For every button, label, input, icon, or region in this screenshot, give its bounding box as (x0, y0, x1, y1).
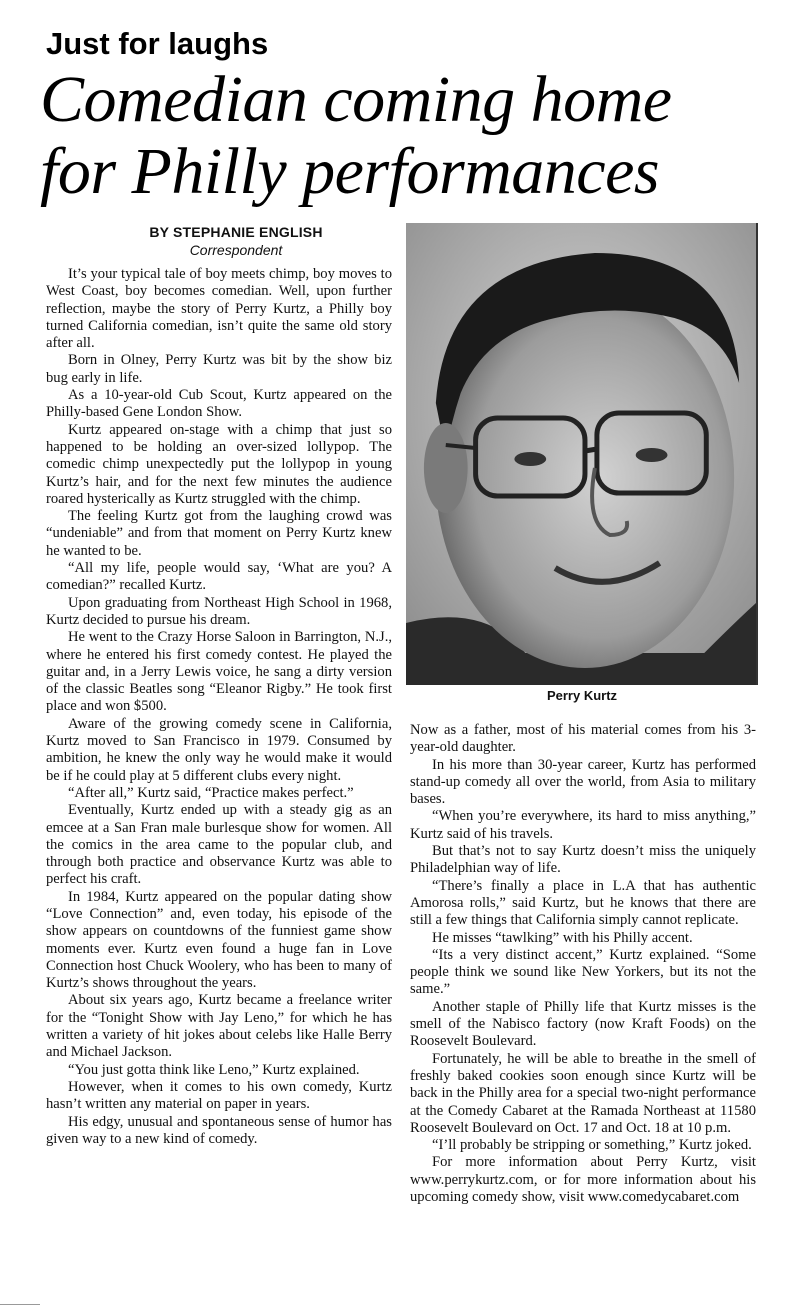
article-column-left (46, 266, 392, 1148)
paragraph: “You just gotta think like Leno,” Kurtz explained. (68, 1061, 360, 1078)
paragraph: He went to the Crazy Horse Saloon in Barrington, N.J., where he entered his first comedy contest. He played the guitar and, in a Jerry Lewis voice, he sang a dirty version of the classic Beatles song “Eleanor Rigby.” He took first place and won $500. (46, 629, 392, 715)
paragraph: In his more than 30-year career, Kurtz has performed stand-up comedy all over the world, from Asia to military bases. (410, 756, 756, 808)
paragraph: “Its a very distinct accent,” Kurtz explained. “Some people think we sound like New Yorkers, but its not the same.” (410, 946, 756, 998)
paragraph: Eventually, Kurtz ended up with a steady gig as an emcee at a San Fran male burlesque show for women. All the comics in the area came to the popular club, and through both practice and observance Kurtz was able to perfect his craft. (46, 802, 392, 888)
headline-line-1: Comedian coming home (40, 63, 672, 136)
paragraph: “All my life, people would say, ‘What are you? A comedian?” recalled Kurtz. (46, 560, 392, 594)
paragraph: “After all,” Kurtz said, “Practice makes perfect.” (68, 784, 354, 801)
headline (40, 64, 770, 208)
paragraph: “When you’re everywhere, its hard to miss anything,” Kurtz said of his travels. (410, 808, 756, 842)
portrait-photo-icon (406, 223, 756, 685)
page-edge-rule (0, 1304, 40, 1305)
paragraph: It’s your typical tale of boy meets chimp, boy moves to West Coast, boy becomes comedian. Well, upon further reflection, maybe the story of Perry Kurtz, a Philly boy turned California comedian, isn’t quite the same old story after all. (46, 266, 392, 352)
paragraph: However, when it comes to his own comedy, Kurtz hasn’t written any material on paper in years. (46, 1078, 392, 1113)
paragraph: He misses “tawlking” with his Philly accent. (432, 929, 693, 946)
photo-frame (406, 223, 758, 685)
headline-line-2: for Philly performances (40, 135, 660, 208)
paragraph: Another staple of Philly life that Kurtz misses is the smell of the Nabisco factory (now Kraft Foods) on the Roosevelt Boulevard. (410, 998, 756, 1050)
paragraph: “There’s finally a place in L.A that has authentic Amorosa rolls,” said Kurtz, but he knows that there are still a few things that California simply cannot replicate. (410, 877, 756, 929)
paragraph: But that’s not to say Kurtz doesn’t miss the uniquely Philadelphian way of life. (410, 843, 756, 877)
paragraph: About six years ago, Kurtz became a freelance writer for the “Tonight Show with Jay Leno,” for which he has written a variety of hit jokes about celebs like Halle Berry and Michael Jackson. (46, 992, 392, 1061)
paragraph: “I’ll probably be stripping or something,” Kurtz joked. (432, 1137, 752, 1154)
photo-caption: Perry Kurtz (546, 688, 618, 703)
paragraph: Now as a father, most of his material comes from his 3-year-old daughter. (410, 722, 756, 756)
byline (136, 224, 336, 258)
paragraph: Upon graduating from Northeast High School in 1968, Kurtz decided to pursue his dream. (46, 594, 392, 628)
paragraph: As a 10-year-old Cub Scout, Kurtz appeared on the Philly-based Gene London Show. (46, 387, 392, 421)
paragraph: Born in Olney, Perry Kurtz was bit by the show biz bug early in life. (46, 352, 392, 386)
paragraph: His edgy, unusual and spontaneous sense of humor has given way to a new kind of comedy. (46, 1113, 392, 1147)
section-kicker: Just for laughs (46, 26, 269, 61)
article-column-right (410, 722, 756, 1206)
byline-role: Correspondent (189, 242, 283, 258)
paragraph: The feeling Kurtz got from the laughing crowd was “undeniable” and from that moment on Perry Kurtz knew he wanted to be. (46, 508, 392, 559)
paragraph: Kurtz appeared on-stage with a chimp that just so happened to be holding an over-sized lollypop. The comedic chimp unexpectedly put the lollypop in young Kurtz’s hair, and for the next few minutes the audience roared hysterically as Kurtz struggled with the chimp. (46, 421, 392, 507)
paragraph: Fortunately, he will be able to breathe in the smell of freshly baked cookies soon enough since Kurtz will be back in the Philly area for a special two-night performance at the Comedy Cabaret at the Ramada Northeast at 11580 Roosevelt Boulevard on Oct. 17 and Oct. 18 at 10 p.m. (410, 1050, 756, 1136)
paragraph: For more information about Perry Kurtz, visit www.perrykurtz.com, or for more information about his upcoming comedy show, visit www.comedycabaret.com (410, 1154, 756, 1206)
byline-author: BY STEPHANIE ENGLISH (149, 224, 323, 240)
paragraph: In 1984, Kurtz appeared on the popular dating show “Love Connection” and, even today, his episode of the show appears on countdowns of the funniest game show moments ever. Kurtz even found a huge fan in Love Connection host Chuck Woolery, who has been to many of Kurtz’s shows throughout the years. (46, 888, 392, 992)
paragraph: Aware of the growing comedy scene in California, Kurtz moved to San Francisco in 1979. Consumed by ambition, he knew the only way he would make it would be if he could play at 5 different clubs every night. (46, 715, 392, 784)
